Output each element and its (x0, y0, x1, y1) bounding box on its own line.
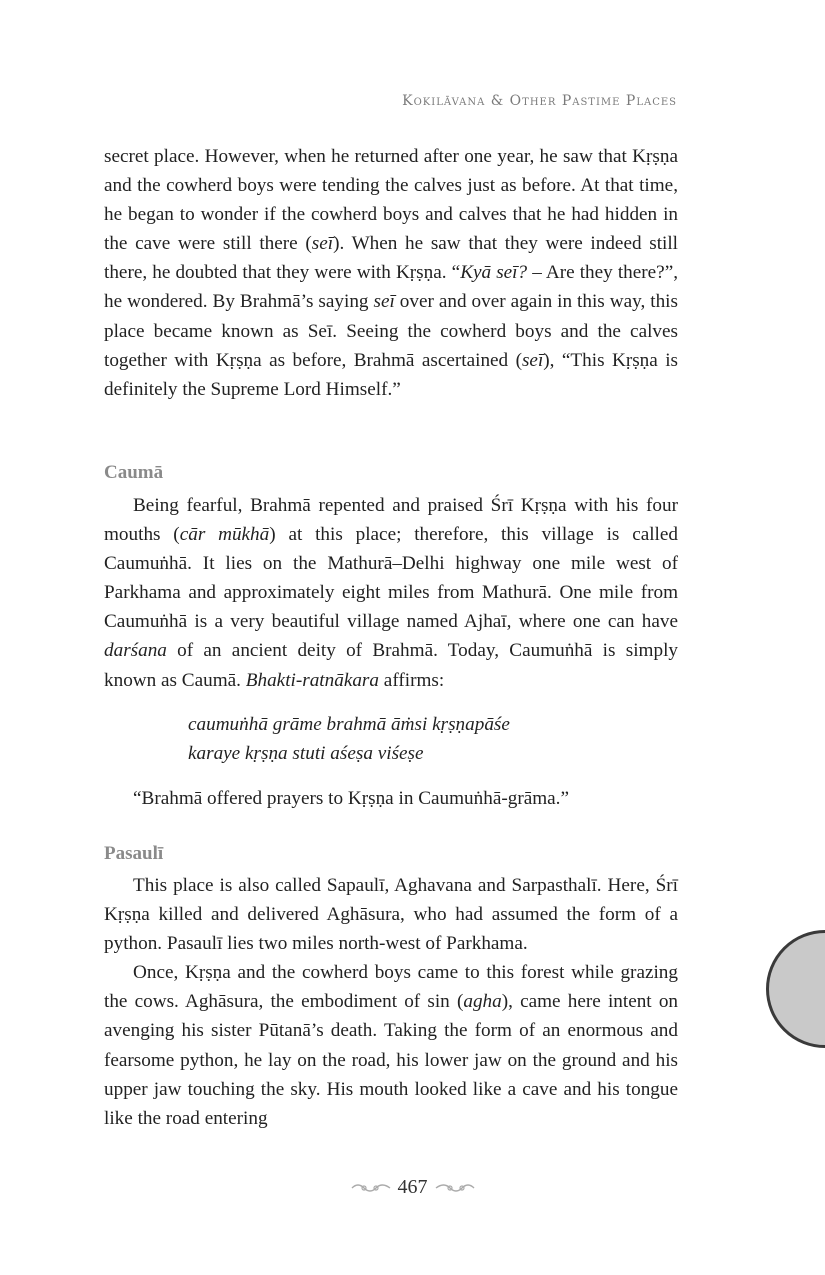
section-heading-pasauli: Pasaulī (104, 843, 164, 864)
italic-term: seī (373, 291, 395, 313)
running-head: Kokilāvana & Other Pastime Places (402, 93, 677, 109)
italic-term: Kyā seī? (460, 262, 528, 284)
italic-term: Bhakti-ratnākara (245, 669, 379, 691)
italic-term: cār mūkhā (179, 524, 270, 546)
right-ornament-icon (434, 1180, 476, 1196)
verse-translation: “Brahmā offered prayers to Kṛṣṇa in Caumuṅhā-grāma.” (133, 788, 569, 809)
section-heading-cauma: Caumā (104, 462, 164, 483)
body-text-pasauli (104, 871, 678, 1133)
italic-term: agha (463, 991, 502, 1013)
paragraph-sei: secret place. However, when he returned after one year, he saw that Kṛṣṇa and the cowherd boys were tending the calves just as before. At that time, he began to wonder if the cowherd boys and calves that he had hidden in the cave were still there (seī). When he saw that they were indeed still there, he doubted that they were with Kṛṣṇa. “Kyā seī? – Are they there?”, he wondered. By Brahmā’s saying seī over and over again in this way, this place became known as Seī. Seeing the cowherd boys and the calves together with Kṛṣṇa as before, Brahmā ascertained (seī), “This Kṛṣṇa is definitely the Supreme Lord Himself.” (104, 146, 679, 400)
paragraph-pasauli-1: This place is also called Sapaulī, Aghavana and Sarpasthalī. Here, Śrī Kṛṣṇa killed and delivered Aghāsura, who had assumed the form of a python. Pasaulī lies two miles north-west of Parkhama. (104, 875, 678, 955)
verse-line-1: caumuṅhā grāme brahmā āṁsi kṛṣṇapāśe (188, 714, 510, 735)
body-text-top (104, 142, 678, 404)
paragraph-pasauli-2: Once, Kṛṣṇa and the cowherd boys came to this forest while grazing the cows. Aghāsura, the embodiment of sin (agha), came here intent on avenging his sister Pūtanā’s death. Taking the form of an enormous and fearsome python, he lay on the road, his lower jaw on the ground and his upper jaw touching the sky. His mouth looked like a cave and his tongue like the road entering (104, 962, 679, 1129)
page-footer (0, 1176, 825, 1199)
page-number: 467 (397, 1176, 428, 1198)
italic-term: darśana (104, 640, 167, 662)
body-text-cauma (104, 491, 678, 695)
chapter-thumb-tab (766, 930, 825, 1048)
italic-term: seī (521, 349, 544, 371)
paragraph-cauma: Being fearful, Brahmā repented and praised Śrī Kṛṣṇa with his four mouths (cār mūkhā) at this place; therefore, this village is called Caumuṅhā. It lies on the Mathurā–Delhi highway one mile west of Parkhama and approximately eight miles from Mathurā. One mile from Caumuṅhā is a very beautiful village named Ajhaī, where one can have darśana of an ancient deity of Brahmā. Today, Caumuṅhā is simply known as Caumā. Bhakti-ratnākara affirms: (104, 495, 678, 691)
verse-line-2: karaye kṛṣṇa stuti aśeṣa viśeṣe (188, 743, 424, 764)
left-ornament-icon (350, 1180, 392, 1196)
italic-term: seī (311, 233, 334, 255)
